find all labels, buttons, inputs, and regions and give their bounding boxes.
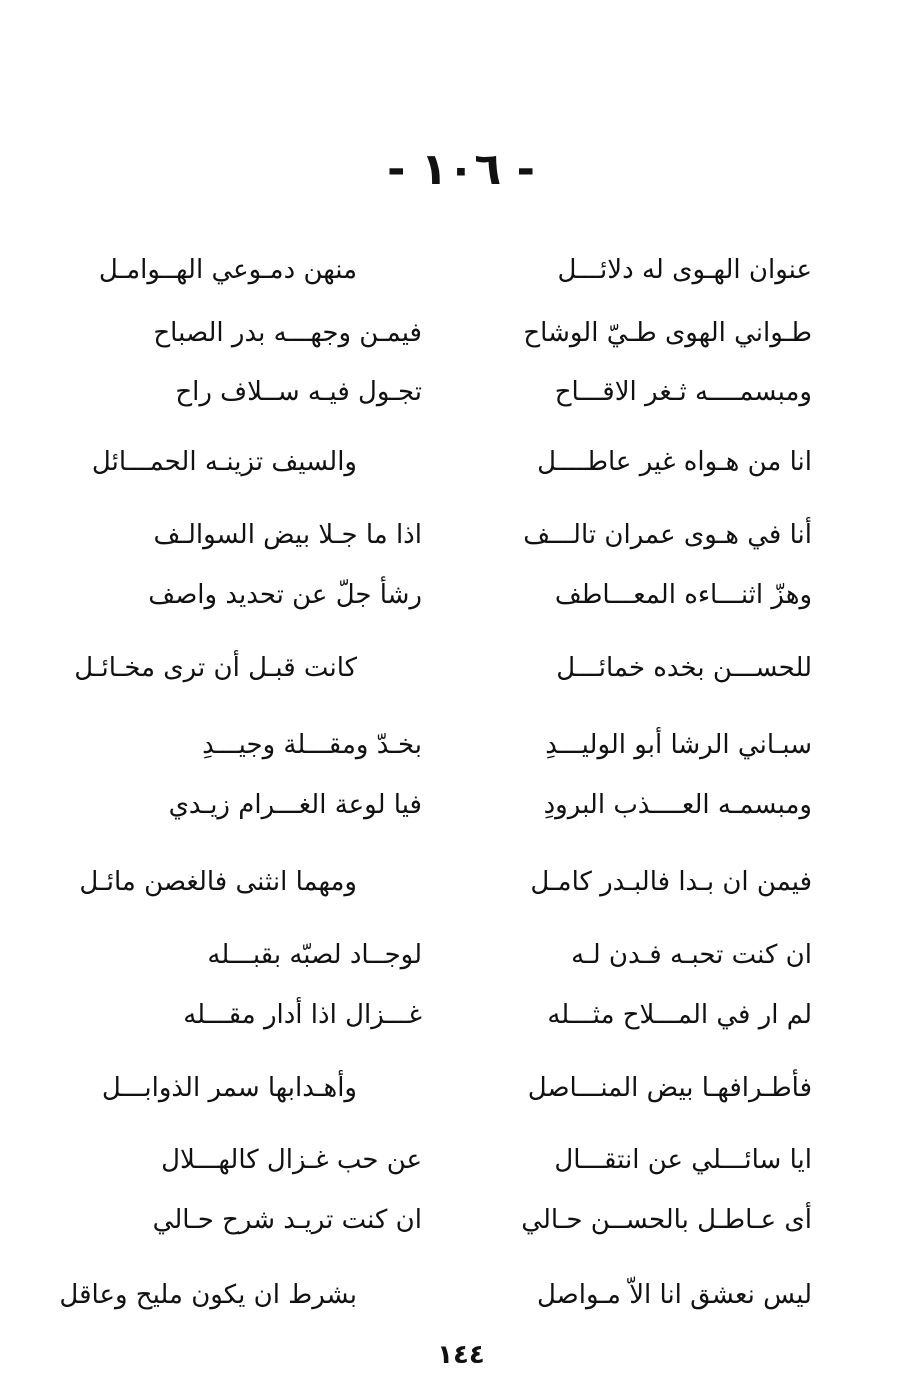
verse-second-hemistich: فيمـن وجهـــه بدر الصباح [153, 318, 422, 348]
verse-first-hemistich: طـواني الهوى طـيّ الوشاح [523, 318, 812, 348]
verse-second-hemistich: فيا لوعة الغـــرام زيـدي [168, 790, 422, 820]
verse-first-hemistich: ايا سائـــلي عن انتقـــال [554, 1145, 812, 1175]
verse-second-hemistich: لوجــاد لصبّه بقبـــله [207, 940, 422, 970]
verse-second-hemistich: منهن دمـوعي الهــوامـل [98, 255, 357, 285]
verse-first-hemistich: سبـاني الرشا أبو الوليـــدِ [545, 730, 812, 760]
verse-first-hemistich: ليس نعشق انا الاّ مـواصل [536, 1280, 812, 1310]
verse-second-hemistich: عن حب غـزال كالهـــلال [161, 1145, 422, 1175]
verse-first-hemistich: لم ار في المـــلاح مثـــله [547, 1000, 812, 1030]
verse-first-hemistich: انا من هـواه غير عاطــــل [537, 447, 812, 477]
verse-first-hemistich: فيمن ان بـدا فالبـدر كامـل [530, 867, 812, 897]
verse-first-hemistich: للحســـن بخده خمائـــل [556, 653, 812, 683]
verse-second-hemistich: تجـول فيـه ســلاف راح [175, 377, 422, 407]
verse-second-hemistich: رشأ جلّ عن تحديد واصف [148, 580, 422, 610]
verse-first-hemistich: أى عـاطـل بالحســن حـالي [521, 1205, 812, 1235]
page-footer-number: ١٤٤ [437, 1340, 485, 1370]
verse-first-hemistich: ومبسمــــه ثـغر الاقـــاح [554, 377, 812, 407]
verse-first-hemistich: أنا في هـوى عمران تالـــف [523, 520, 812, 550]
verse-first-hemistich: وهزّ اثنـــاءه المعـــاطف [554, 580, 812, 610]
verse-second-hemistich: كانت قبـل أن ترى مخـائـل [74, 653, 357, 683]
page-header-number: - ١٠٦ - [387, 144, 535, 195]
verse-second-hemistich: والسيف تزينـه الحمـــائل [91, 447, 357, 477]
verse-second-hemistich: بشرط ان يكون مليح وعاقل [59, 1280, 357, 1310]
verse-second-hemistich: ان كنت تريـد شرح حـالي [152, 1205, 422, 1235]
verse-second-hemistich: اذا ما جـلا بيض السوالـف [153, 520, 422, 550]
verse-second-hemistich: ومهما انثنى فالغصن مائـل [79, 867, 357, 897]
verse-second-hemistich: غـــزال اذا أدار مقـــله [183, 1000, 422, 1030]
verse-first-hemistich: عنوان الهـوى له دلائـــل [557, 255, 812, 285]
verse-first-hemistich: ومبسمـه العــــذب البرودِ [543, 790, 812, 820]
verse-first-hemistich: ان كنت تحبـه فـدن لـه [571, 940, 812, 970]
verse-second-hemistich: وأهـدابها سمر الذوابـــل [101, 1073, 357, 1103]
verse-second-hemistich: بخـدّ ومقـــلة وجيـــدِ [202, 730, 422, 760]
verse-first-hemistich: فأطـرافهـا بيض المنـــاصل [527, 1073, 812, 1103]
